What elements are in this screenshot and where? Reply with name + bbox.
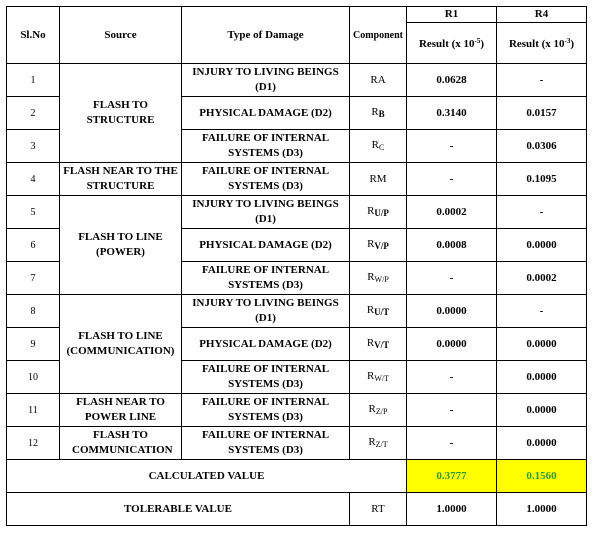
- r4-cell: 0.0000: [497, 229, 587, 262]
- source-cell: FLASH NEAR TO POWER LINE: [60, 394, 182, 427]
- component-cell: RV/T: [350, 328, 407, 361]
- r1-cell: -: [407, 163, 497, 196]
- sl-cell: 3: [7, 130, 60, 163]
- table-row: [7, 163, 587, 196]
- header-r4: R4: [497, 7, 587, 23]
- component-cell: $R_{Z/P}$: [350, 394, 407, 427]
- r1-cell: 0.0000: [407, 328, 497, 361]
- component-cell: $R_{W/T}$: [350, 361, 407, 394]
- r4-cell: 0.0000: [497, 328, 587, 361]
- component-cell: RU/P: [350, 196, 407, 229]
- r4-cell: -: [497, 295, 587, 328]
- r4-cell: 0.0306: [497, 130, 587, 163]
- risk-assessment-table: [6, 6, 587, 526]
- type-cell: FAILURE OF INTERNAL SYSTEMS (D3): [182, 394, 350, 427]
- sl-cell: 6: [7, 229, 60, 262]
- component-cell: $R_{Z/T}$: [350, 427, 407, 460]
- r4-cell: 0.0002: [497, 262, 587, 295]
- sl-cell: 7: [7, 262, 60, 295]
- component-cell: RU/T: [350, 295, 407, 328]
- r4-cell: 0.0157: [497, 97, 587, 130]
- sl-cell: 9: [7, 328, 60, 361]
- type-cell: INJURY TO LIVING BEINGS (D1): [182, 196, 350, 229]
- type-cell: FAILURE OF INTERNAL SYSTEMS (D3): [182, 427, 350, 460]
- sl-cell: 11: [7, 394, 60, 427]
- type-cell: PHYSICAL DAMAGE (D2): [182, 328, 350, 361]
- type-cell: FAILURE OF INTERNAL SYSTEMS (D3): [182, 163, 350, 196]
- tolerable-r4: 1.0000: [497, 493, 587, 526]
- type-cell: INJURY TO LIVING BEINGS (D1): [182, 64, 350, 97]
- header-r4-result: Result (x $10^{-3}$): [497, 23, 587, 64]
- table-row: [7, 295, 587, 328]
- sl-cell: 1: [7, 64, 60, 97]
- type-cell: FAILURE OF INTERNAL SYSTEMS (D3): [182, 262, 350, 295]
- component-cell: $R_{W/P}$: [350, 262, 407, 295]
- r4-cell: 0.0000: [497, 394, 587, 427]
- source-cell: FLASH TO LINE (POWER): [60, 196, 182, 295]
- tolerable-label: TOLERABLE VALUE: [7, 493, 350, 526]
- tolerable-r1: 1.0000: [407, 493, 497, 526]
- type-cell: FAILURE OF INTERNAL SYSTEMS (D3): [182, 361, 350, 394]
- tolerable-component: RT: [350, 493, 407, 526]
- sl-cell: 8: [7, 295, 60, 328]
- source-cell: FLASH TO LINE (COMMUNICATION): [60, 295, 182, 394]
- r1-cell: 0.3140: [407, 97, 497, 130]
- r4-cell: 0.1095: [497, 163, 587, 196]
- type-cell: PHYSICAL DAMAGE (D2): [182, 97, 350, 130]
- table-row: [7, 394, 587, 427]
- source-cell: FLASH TO COMMUNICATION: [60, 427, 182, 460]
- calculated-r4: 0.1560: [497, 460, 587, 493]
- header-r1: R1: [407, 7, 497, 23]
- header-type: Type of Damage: [182, 7, 350, 64]
- sl-cell: 10: [7, 361, 60, 394]
- sl-cell: 12: [7, 427, 60, 460]
- sl-cell: 5: [7, 196, 60, 229]
- header-source: Source: [60, 7, 182, 64]
- table-row: [7, 64, 587, 97]
- r1-cell: -: [407, 361, 497, 394]
- r4-cell: -: [497, 64, 587, 97]
- header-r1-result: Result (x $10^{-5}$): [407, 23, 497, 64]
- r4-cell: 0.0000: [497, 361, 587, 394]
- r1-cell: -: [407, 394, 497, 427]
- sl-cell: 2: [7, 97, 60, 130]
- component-cell: $R_C$: [350, 130, 407, 163]
- sl-cell: 4: [7, 163, 60, 196]
- component-cell: RB: [350, 97, 407, 130]
- component-cell: RM: [350, 163, 407, 196]
- r1-cell: -: [407, 130, 497, 163]
- table-row: [7, 427, 587, 460]
- r1-cell: -: [407, 262, 497, 295]
- calculated-label: CALCULATED VALUE: [7, 460, 407, 493]
- calculated-row: [7, 460, 587, 493]
- r1-cell: -: [407, 427, 497, 460]
- component-cell: RA: [350, 64, 407, 97]
- source-cell: FLASH NEAR TO THE STRUCTURE: [60, 163, 182, 196]
- table-row: [7, 196, 587, 229]
- r1-cell: 0.0000: [407, 295, 497, 328]
- header-slno: Sl.No: [7, 7, 60, 64]
- tolerable-row: [7, 493, 587, 526]
- type-cell: PHYSICAL DAMAGE (D2): [182, 229, 350, 262]
- source-cell: FLASH TO STRUCTURE: [60, 64, 182, 163]
- r4-cell: -: [497, 196, 587, 229]
- component-cell: RV/P: [350, 229, 407, 262]
- r4-cell: 0.0000: [497, 427, 587, 460]
- r1-cell: 0.0628: [407, 64, 497, 97]
- r1-cell: 0.0008: [407, 229, 497, 262]
- header-component: Component: [350, 7, 407, 64]
- calculated-r1: 0.3777: [407, 460, 497, 493]
- type-cell: FAILURE OF INTERNAL SYSTEMS (D3): [182, 130, 350, 163]
- r1-cell: 0.0002: [407, 196, 497, 229]
- type-cell: INJURY TO LIVING BEINGS (D1): [182, 295, 350, 328]
